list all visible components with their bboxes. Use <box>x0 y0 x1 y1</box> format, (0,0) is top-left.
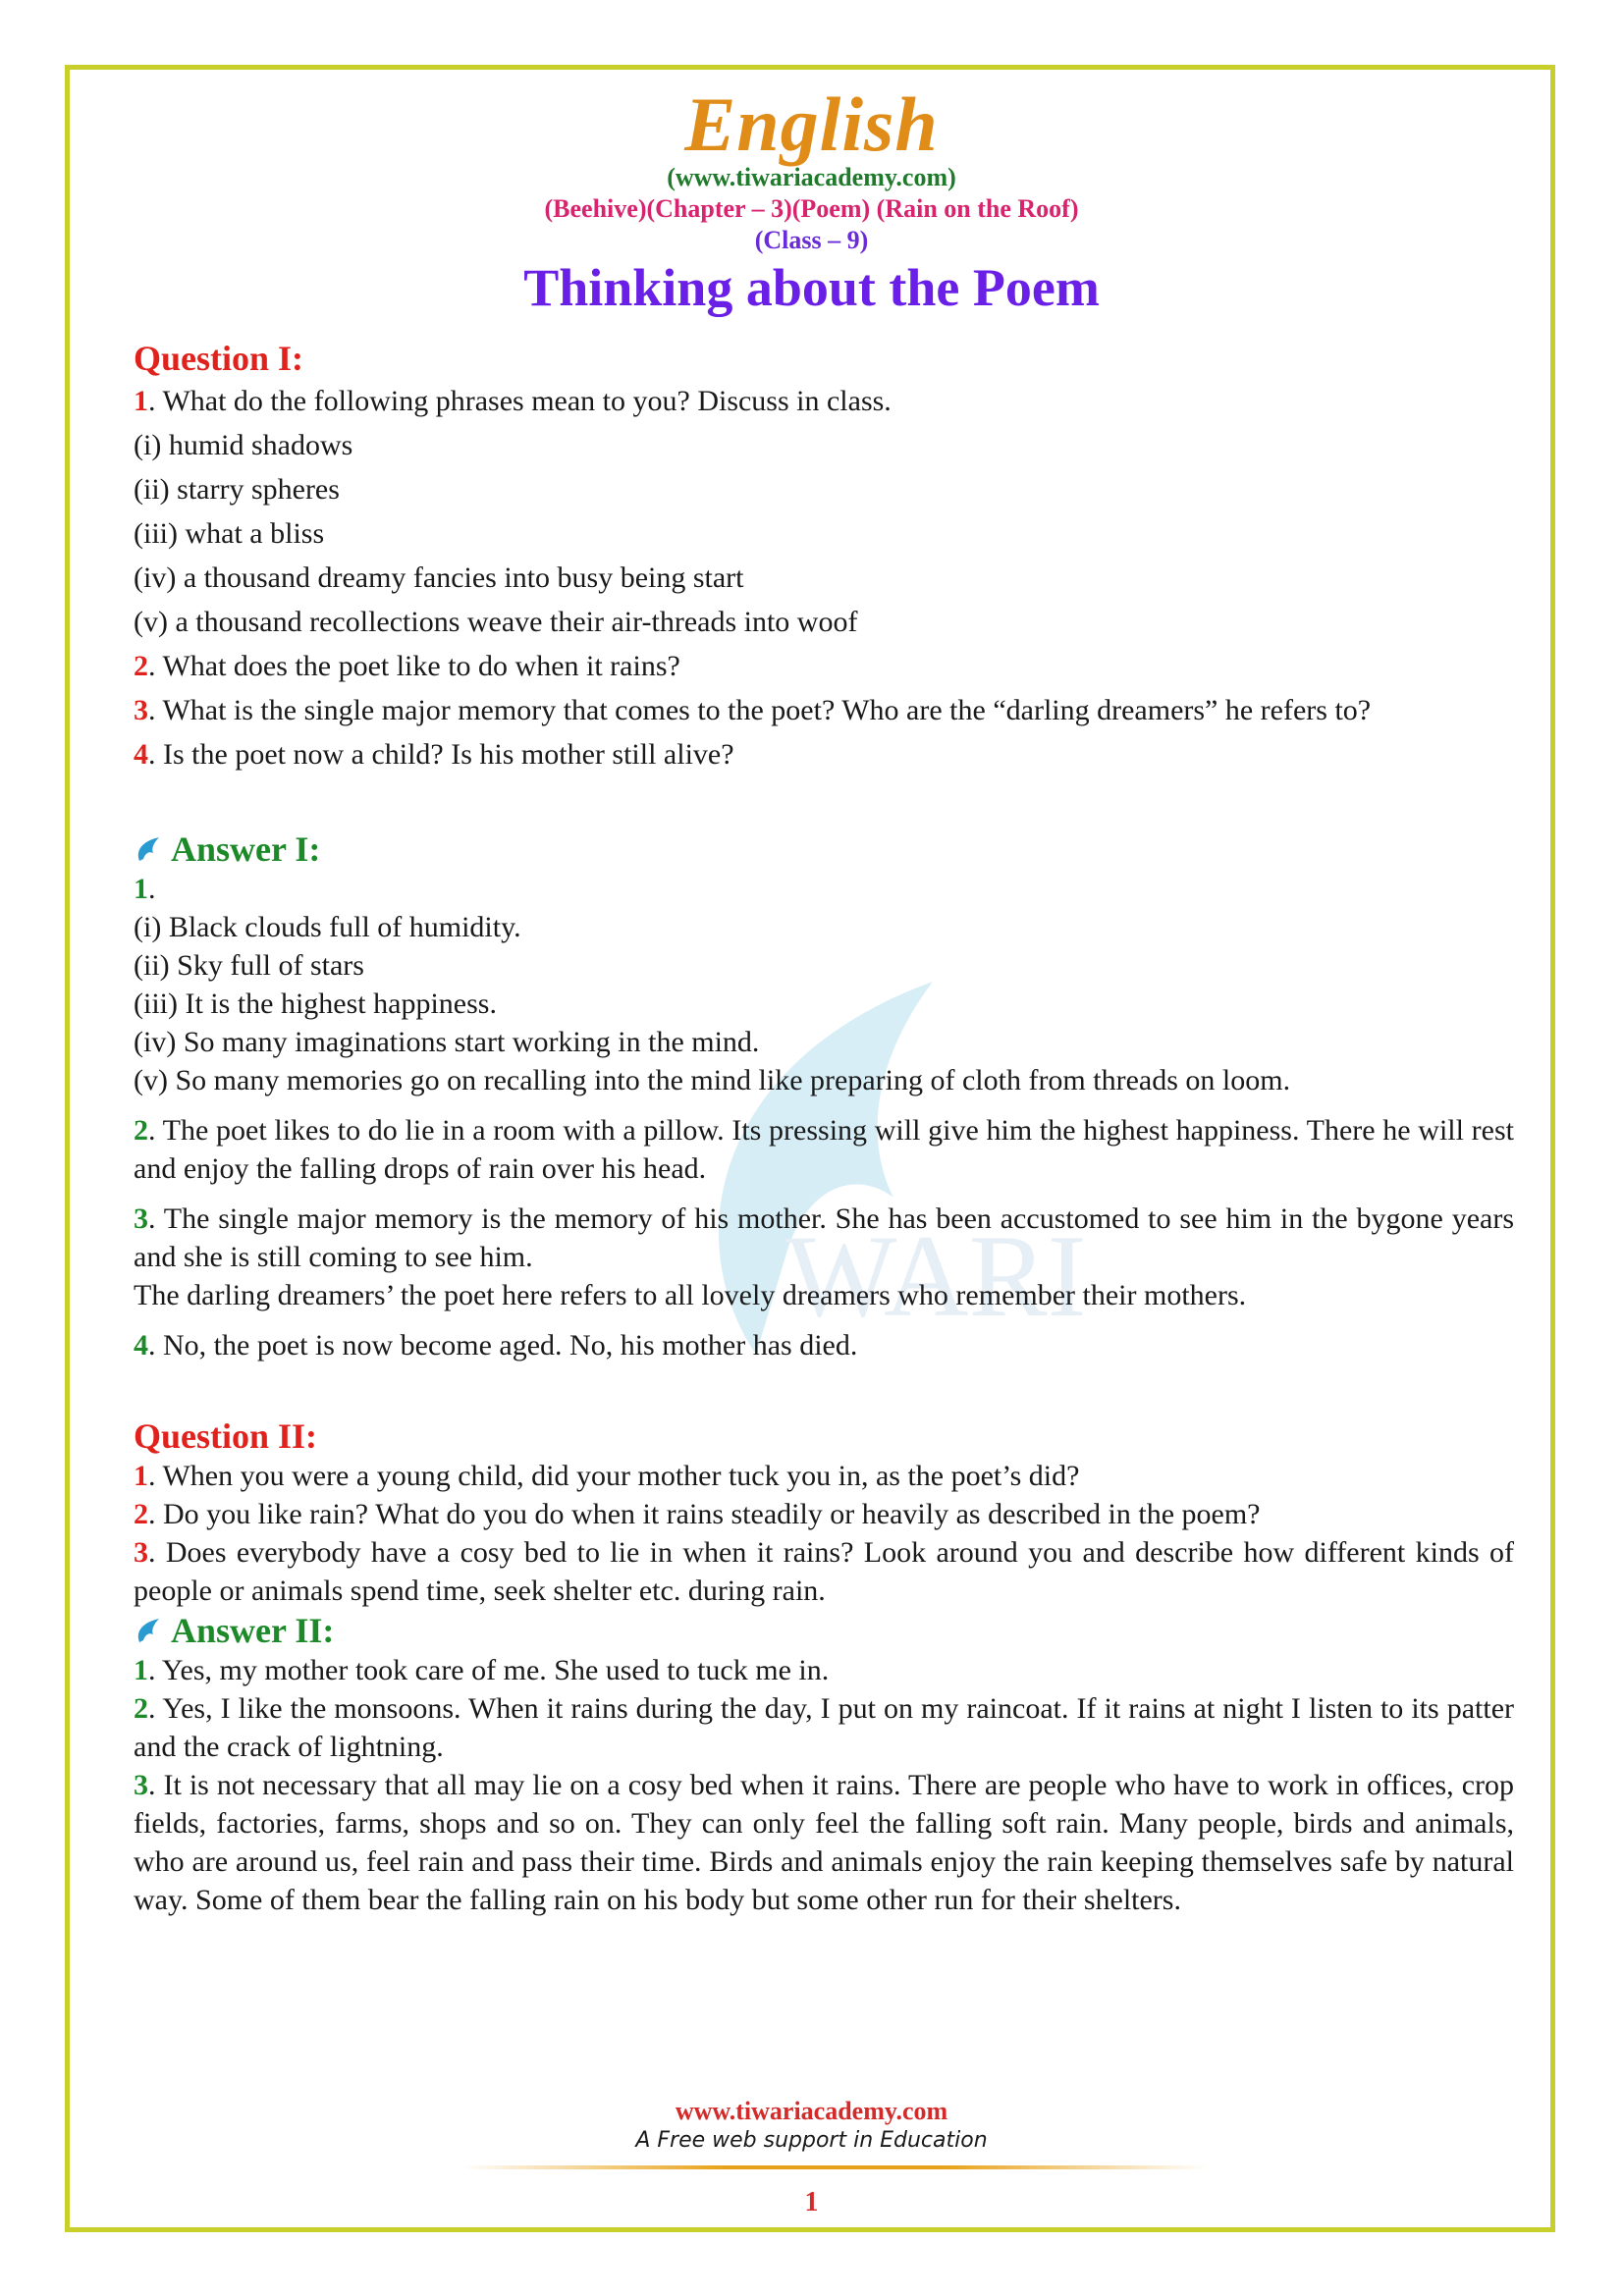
header-website[interactable]: (www.tiwariacademy.com) <box>667 163 956 191</box>
footer-website-link[interactable]: www.tiwariacademy.com <box>675 2097 948 2125</box>
question-1-item-4 <box>134 732 1514 776</box>
question-text: . What is the single major memory that comes to the poet? Who are the “darling dreamers” he refers to? <box>148 694 1372 726</box>
answer-text: . Yes, my mother took care of me. She used to tuck me in. <box>148 1654 830 1686</box>
answer-text: . Yes, I like the monsoons. When it rains during the day, I put on my raincoat. If it rains at night I listen to its patter and the crack of lightning. <box>134 1692 1514 1763</box>
answer-number: 3 <box>134 1202 148 1235</box>
question-number: 4 <box>134 738 148 771</box>
answer-number: 2 <box>134 1692 148 1725</box>
phrase-item: (ii) starry spheres <box>134 473 340 506</box>
answer-2-heading <box>134 1610 1514 1651</box>
answer-text: . No, the poet is now become aged. No, his mother has died. <box>148 1329 858 1362</box>
answer-number: 3 <box>134 1769 148 1801</box>
question-text: . Do you like rain? What do you do when it rains steadily or heavily as described in the poem? <box>148 1498 1261 1530</box>
question-1-block <box>134 338 1514 776</box>
answer-2-item-3 <box>134 1766 1514 1919</box>
question-text: . What do the following phrases mean to you? Discuss in class. <box>148 385 892 417</box>
answer-text: . <box>148 873 156 905</box>
phrase-item: (v) a thousand recollections weave their air-threads into woof <box>134 606 858 638</box>
svg-text:WARI: WARI <box>785 1210 1087 1341</box>
answer-1-item-3 <box>134 1200 1514 1276</box>
answer-2-item-2 <box>134 1689 1514 1766</box>
question-2-block <box>134 1415 1514 1610</box>
phrase-item: (iv) a thousand dreamy fancies into busy being start <box>134 561 744 594</box>
question-1-item-1 <box>134 379 1514 423</box>
question-2-item-1 <box>134 1457 1514 1495</box>
answer-text: . The single major memory is the memory of his mother. She has been accustomed to see him in the bygone years and she is still coming to see him. <box>134 1202 1514 1273</box>
footer-divider <box>461 2165 1208 2169</box>
question-2-heading: Question II: <box>134 1416 318 1456</box>
answer-2-item-1 <box>134 1651 1514 1689</box>
answer-1-heading-text: Answer I: <box>171 829 321 869</box>
question-number: 1 <box>134 385 148 417</box>
question-1-item-2 <box>134 644 1514 688</box>
question-2-item-3 <box>134 1533 1514 1610</box>
footer-tagline: A Free web support in Education <box>635 2128 988 2153</box>
answer-1-item-4 <box>134 1326 1514 1364</box>
question-2-item-2 <box>134 1495 1514 1533</box>
answer-text: . The poet likes to do lie in a room with a pillow. Its pressing will give him the highest happiness. There he will rest and enjoy the falling drops of rain over his head. <box>134 1114 1514 1185</box>
question-number: 2 <box>134 650 148 682</box>
class-info: (Class – 9) <box>754 226 869 254</box>
section-title: Thinking about the Poem <box>523 258 1100 317</box>
question-number: 1 <box>134 1460 148 1492</box>
question-1-heading: Question I: <box>134 339 304 378</box>
question-number: 2 <box>134 1498 148 1530</box>
question-number: 3 <box>134 1536 148 1569</box>
question-text: . When you were a young child, did your mother tuck you in, as the poet’s did? <box>148 1460 1080 1492</box>
question-number: 3 <box>134 694 148 726</box>
answer-1-item-1 <box>134 870 1514 908</box>
question-text: . Is the poet now a child? Is his mother still alive? <box>148 738 734 771</box>
answer-number: 4 <box>134 1329 148 1362</box>
answer-text: . It is not necessary that all may lie on a cosy bed when it rains. There are people who have to work in offices, crop fields, factories, farms, shops and so on. They can only feel the falling soft rain. Many people, birds and animals, who are around us, feel rain and pass their time. Birds and animals enjoy the rain keeping themselves safe by natural way. Some of them bear the falling rain on his body but some other run for their shelters. <box>134 1769 1514 1916</box>
tiwari-logo-icon <box>134 1617 163 1644</box>
answer-1-item-2 <box>134 1111 1514 1188</box>
question-text: . What does the poet like to do when it rains? <box>148 650 680 682</box>
answer-1-block <box>134 828 1514 1364</box>
answer-2-heading-text: Answer II: <box>171 1611 335 1650</box>
answer-1-heading <box>134 828 1514 870</box>
meaning-item: (i) Black clouds full of humidity. <box>134 911 521 943</box>
subject-title: English <box>684 81 939 167</box>
page-number: 1 <box>804 2187 819 2217</box>
tiwari-logo-icon <box>134 835 163 863</box>
answer-number: 2 <box>134 1114 148 1147</box>
meaning-item: (iii) It is the highest happiness. <box>134 988 497 1020</box>
answer-number: 1 <box>134 873 148 905</box>
question-text: . Does everybody have a cosy bed to lie in when it rains? Look around you and describe how different kinds of people or animals spend time, seek shelter etc. during rain. <box>134 1536 1514 1607</box>
phrase-item: (i) humid shadows <box>134 429 353 461</box>
answer-number: 1 <box>134 1654 148 1686</box>
meaning-item: (v) So many memories go on recalling into the mind like preparing of cloth from threads on loom. <box>134 1064 1291 1096</box>
meaning-item: (iv) So many imaginations start working in the mind. <box>134 1026 760 1058</box>
question-1-item-3 <box>134 688 1514 732</box>
meaning-item: (ii) Sky full of stars <box>134 949 364 982</box>
phrase-item: (iii) what a bliss <box>134 517 325 550</box>
answer-1-item-3-cont: The darling dreamers’ the poet here refers to all lovely dreamers who remember their mothers. <box>134 1279 1247 1311</box>
chapter-info: (Beehive)(Chapter – 3)(Poem) (Rain on the Roof) <box>544 194 1079 223</box>
answer-2-block <box>134 1610 1514 1919</box>
